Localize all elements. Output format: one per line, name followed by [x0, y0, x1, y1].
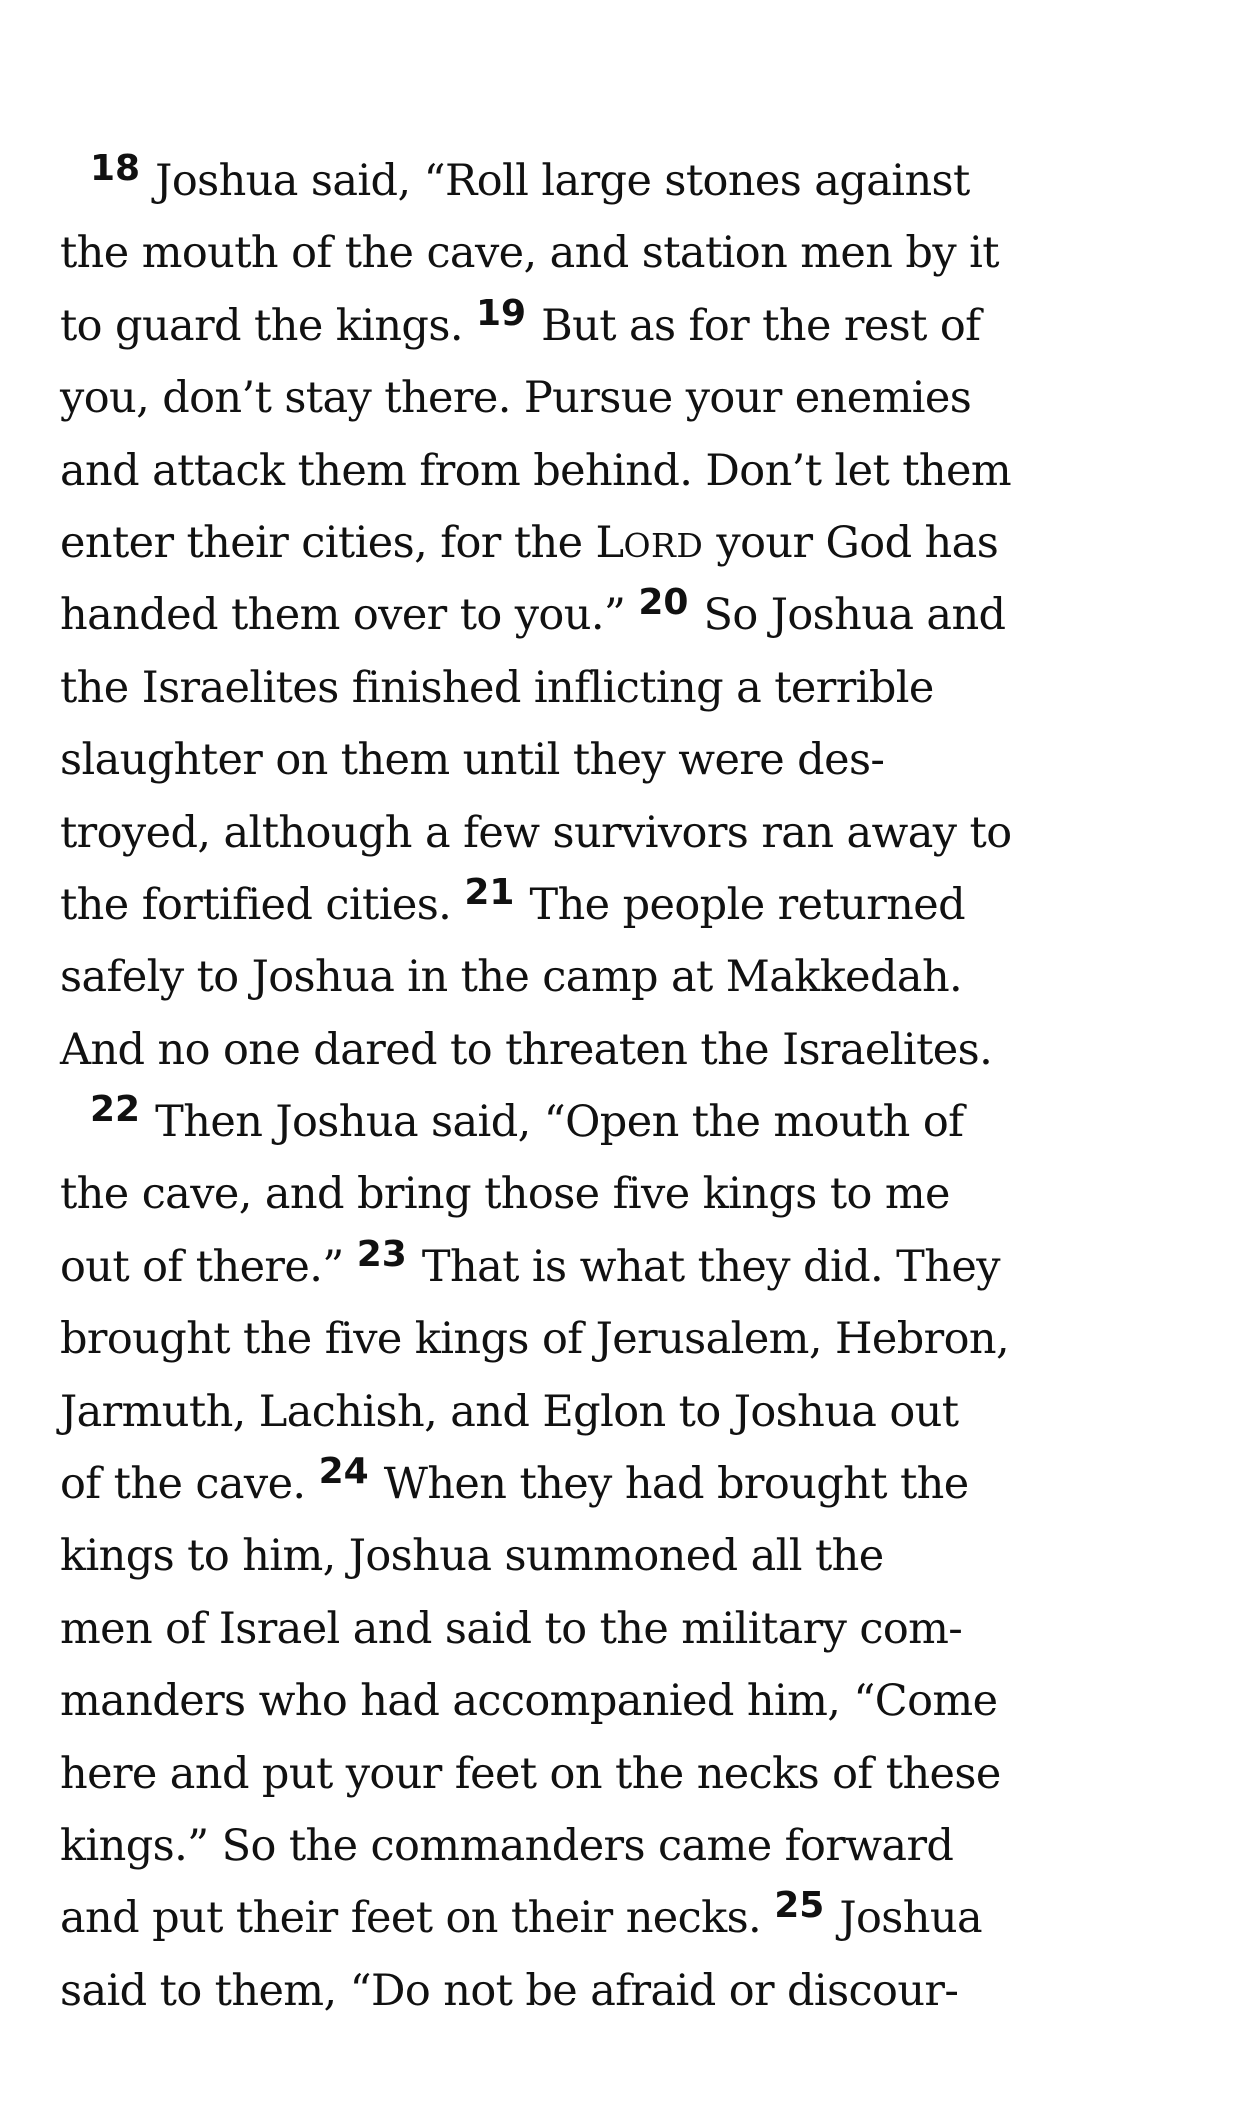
divine-name: [596, 518, 704, 568]
text-line: [60, 797, 1190, 869]
verse-text: you, don’t stay there. Pursue your enemies: [60, 373, 972, 424]
verse-text: here and put your feet on the necks of these: [60, 1748, 1001, 1799]
verse-text: the Israelites finished inflicting a terrible: [60, 662, 934, 713]
text-line: [60, 579, 1190, 651]
verse-text: manders who had accompanied him, “Come: [60, 1676, 998, 1727]
verse-text: out of there.”: [60, 1241, 357, 1292]
verse-text: of the cave.: [60, 1459, 319, 1510]
verse-text: Joshua said, “Roll large stones against: [142, 156, 970, 206]
verse-text: When they had brought the: [370, 1459, 969, 1510]
text-line: [60, 1738, 1190, 1810]
text-line: [60, 435, 1190, 507]
divine-name-small-caps: ORD: [623, 525, 704, 565]
text-line: [60, 1810, 1190, 1882]
verse-text: That is what they did. They: [408, 1241, 1000, 1292]
text-line: [60, 1014, 1190, 1086]
verse-text: to guard the kings.: [60, 300, 476, 351]
verse-number: 24: [318, 1451, 369, 1493]
text-line: [60, 1665, 1190, 1737]
verse-number: 20: [638, 582, 689, 624]
text-line: [60, 1158, 1190, 1230]
verse-number: 18: [90, 148, 141, 189]
verse-text: And no one dared to threaten the Israelites.: [60, 1024, 993, 1075]
divine-name-initial: L: [595, 517, 624, 568]
text-line: [60, 1882, 1190, 1954]
verse-text: safely to Joshua in the camp at Makkedah.: [60, 952, 963, 1003]
verse-text: handed them over to you.”: [60, 590, 639, 641]
verse-text: and attack them from behind. Don’t let them: [60, 445, 1012, 496]
text-line: [60, 1303, 1190, 1375]
verse-text: troyed, although a few survivors ran away to: [60, 807, 1012, 858]
verse-number: 19: [475, 292, 527, 334]
verse-text: slaughter on them until they were des-: [60, 735, 885, 786]
text-line: [60, 217, 1190, 289]
text-line: [60, 1448, 1190, 1520]
text-line: [60, 1955, 1190, 2027]
text-line: [60, 869, 1190, 941]
verse-number: 25: [774, 1885, 825, 1927]
verse-text: So Joshua and: [690, 590, 1006, 641]
text-line: [60, 941, 1190, 1013]
verse-text: brought the five kings of Jerusalem, Hebron,: [60, 1314, 1010, 1365]
verse-text: and put their feet on their necks.: [60, 1893, 775, 1944]
text-line: [60, 145, 1190, 217]
text-line: [60, 290, 1190, 362]
text-line: [60, 724, 1190, 796]
verse-text: the fortified cities.: [60, 879, 465, 930]
verse-text: But as for the rest of: [528, 300, 981, 351]
text-line: [60, 1086, 1190, 1158]
scripture-passage: [60, 145, 1190, 2027]
verse-text: the mouth of the cave, and station men by it: [60, 228, 999, 279]
verse-number: 23: [356, 1233, 407, 1275]
verse-text: kings to him, Joshua summoned all the: [60, 1531, 884, 1582]
text-line: [60, 1376, 1190, 1448]
verse-text: the cave, and bring those five kings to me: [60, 1169, 950, 1220]
verse-text: Joshua: [826, 1893, 982, 1944]
text-line: [60, 1231, 1190, 1303]
verse-text: The people returned: [516, 879, 966, 930]
verse-text: said to them, “Do not be afraid or discour-: [60, 1965, 959, 2016]
verse-text: Then Joshua said, “Open the mouth of: [142, 1097, 964, 1148]
text-line: [60, 1520, 1190, 1592]
verse-text: your God has: [703, 517, 999, 568]
verse-number: 21: [464, 871, 515, 913]
text-line: [60, 362, 1190, 434]
text-line: [60, 1593, 1190, 1665]
verse-text: enter their cities, for the: [60, 517, 596, 568]
verse-number: 22: [90, 1089, 141, 1131]
verse-text: men of Israel and said to the military com-: [60, 1603, 963, 1654]
verse-text: kings.” So the commanders came forward: [60, 1820, 954, 1871]
verse-text: Jarmuth, Lachish, and Eglon to Joshua out: [60, 1386, 959, 1437]
text-line: [60, 652, 1190, 724]
text-line: [60, 507, 1190, 579]
